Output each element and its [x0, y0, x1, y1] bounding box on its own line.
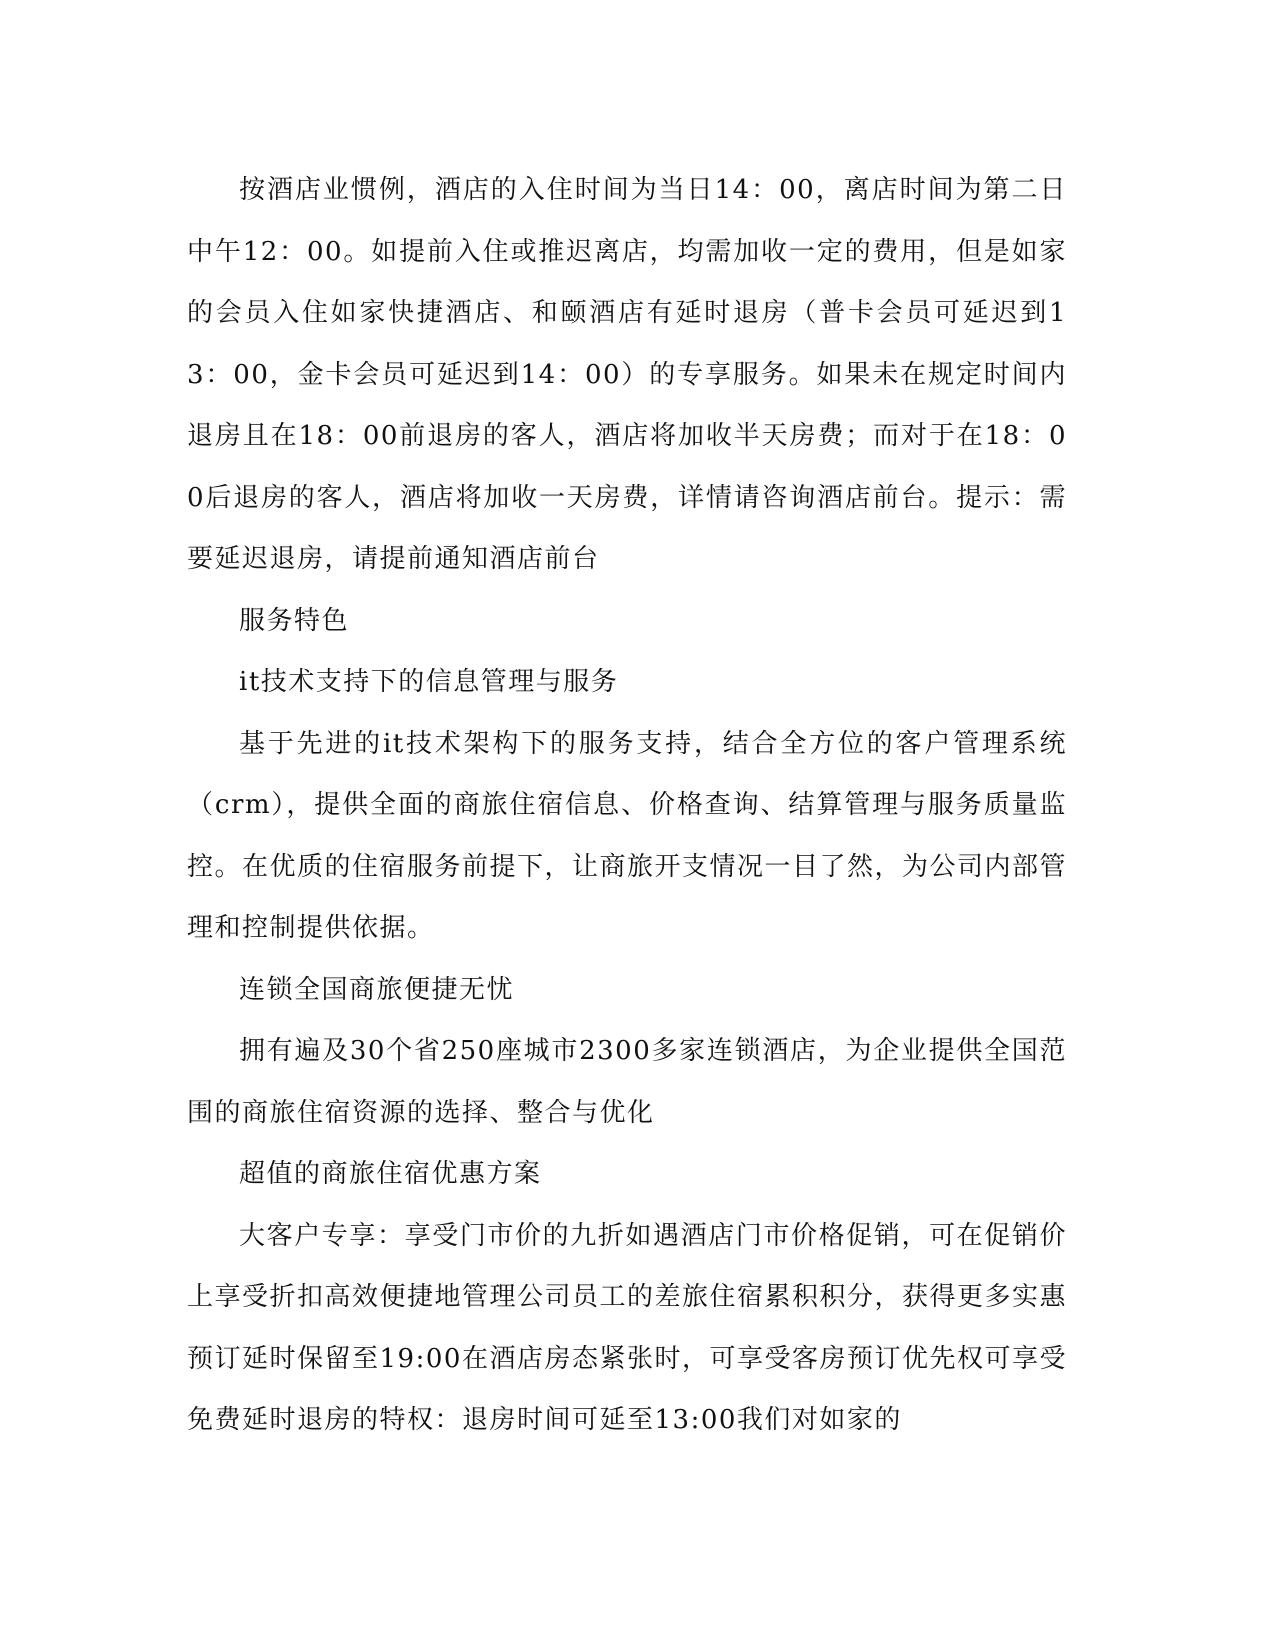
heading-it-support: it技术支持下的信息管理与服务	[239, 667, 619, 697]
heading-discount-plan: 超值的商旅住宿优惠方案	[239, 1159, 542, 1189]
document-body	[187, 160, 1067, 1452]
heading-nationwide-chain: 连锁全国商旅便捷无忧	[239, 974, 515, 1005]
paragraph-it-support: 基于先进的it技术架构下的服务支持，结合全方位的客户管理系统（crm），提供全面的商旅住宿信息、价格查询、结算管理与服务质量监控。在优质的住宿服务前提下，让商旅开支情况一目了然，为公司内部管理和控制提供依据。	[187, 728, 1068, 943]
heading-service-features: 服务特色	[239, 605, 350, 636]
paragraph-discount-plan: 大客户专享：享受门市价的九折如遇酒店门市价格促销，可在促销价上享受折扣高效便捷地管理公司员工的差旅住宿累积积分，获得更多实惠预订延时保留至19:00在酒店房态紧张时，可享受客房预订优先权可享受免费延时退房的特权：退房时间可延至13:00我们对如家的	[187, 1220, 1068, 1435]
paragraph-checkin-policy: 按酒店业惯例，酒店的入住时间为当日14：00，离店时间为第二日中午12：00。如提前入住或推迟离店，均需加收一定的费用，但是如家的会员入住如家快捷酒店、和颐酒店有延时退房（普卡会员可延迟到13：00，金卡会员可延迟到14：00）的专享服务。如果未在规定时间内退房且在18：00前退房的客人，酒店将加收半天房费；而对于在18：00后退房的客人，酒店将加收一天房费，详情请咨询酒店前台。提示：需要延迟退房，请提前通知酒店前台	[187, 175, 1067, 574]
paragraph-nationwide-chain: 拥有遍及30个省250座城市2300多家连锁酒店，为企业提供全国范围的商旅住宿资源的选择、整合与优化	[187, 1036, 1067, 1128]
